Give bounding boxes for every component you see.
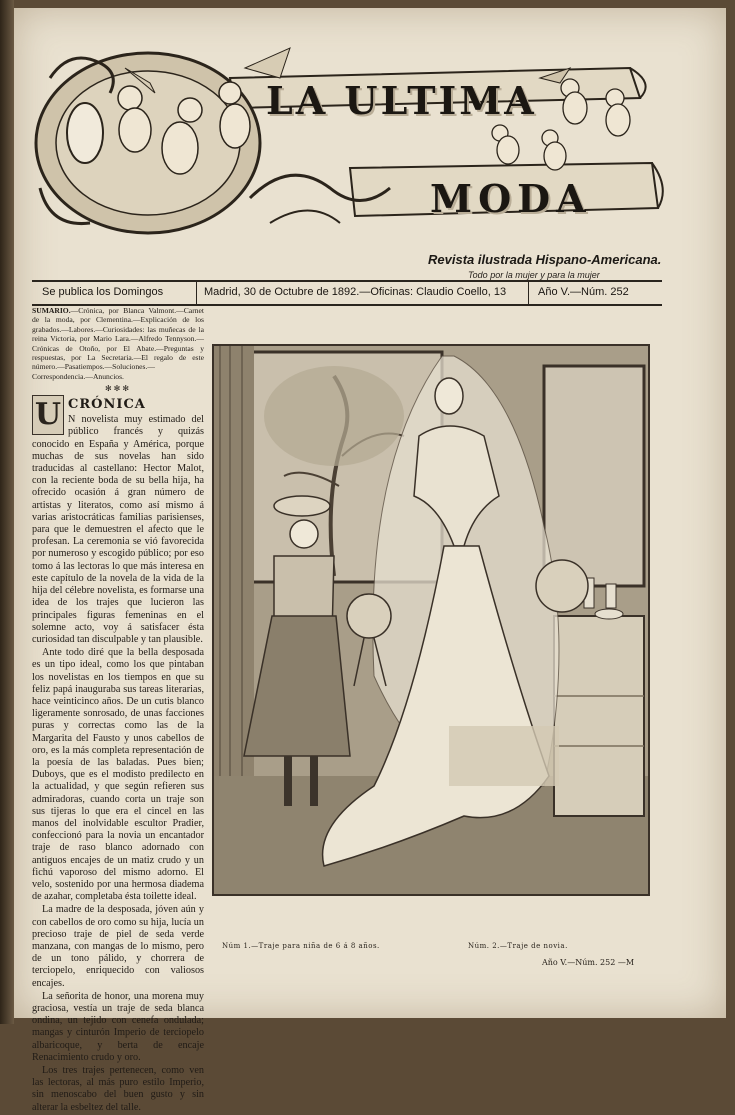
- divider: [196, 282, 197, 304]
- summary: [32, 306, 204, 381]
- book-spine: [0, 0, 14, 1024]
- article-paragraph: N novelista muy estimado del público francés y quizás conocido en España y América, porque muchas de sus novelas han sido traducidas al castellano: Hector Malot, con la reciente boda de su bella hija, ha ofrecido ocasión á gran número de artistas y literatos, como así mismo á varias aristocráticas familias parisienses, para que le demuestren el afecto que le profesan. La ceremonia se vió favorecida por numeroso y escogido público; por eso tomo á las lectoras lo que más interesa en este capítulo de la novela de la vida de la hija del célebre novelista, es formarse una idea de los trajes que lucieron las principales figuras femeninas en el solemne acto, voy á satisfacer ésta curiosidad tan disculpable y tan plausible.: [32, 414, 204, 645]
- magazine-title-line1: LA ULTIMA: [266, 78, 537, 123]
- summary-label: SUMARIO.: [32, 306, 71, 315]
- masthead: [30, 38, 670, 258]
- issue-number: Año V.—Núm. 252: [538, 286, 629, 298]
- text-column: [32, 306, 204, 1115]
- article-paragraph: Ante todo diré que la bella desposada es un tipo ideal, como los que pintaban los novelistas en los tiempos en que su feliz papá inauguraba sus tareas literarias, hace veinticinco años. De un cutis blanco ligeramente sonrosado, de unas facciones puras y correctas como las de la Margarita del Fausto y unos cabellos de oro, es la más completa representación de la poesía de las baladas. Pues bien; Duboys, que es el modisto predilecto en la actualidad, y que según refieren sus admiradoras, cuando corta un traje son sus tijeras lo que era el cincel en las manos del inolvidable escultor Pradier, confeccionó para la novia un encantador traje de raso blanco adornado con antiguos encajes de un matiz crudo y un fichú vaporoso del mismo adorno. El velo, sostenido por una hermosa diadema de azahar, completaba ésta toilette ideal.: [32, 647, 204, 903]
- article-paragraph: La madre de la desposada, jóven aún y con cabellos de oro como su hija, lucía un precioso traje de piel de seda verde manzana, con mangas de lo mismo, pero de un tono pálido, y chorrera de terciopelo, enriquecido con valiosos encajes.: [32, 904, 204, 989]
- issue-info-bar: [32, 280, 662, 306]
- publication-schedule: Se publica los Domingos: [42, 286, 164, 298]
- fashion-plate-engraving: [214, 346, 648, 894]
- ornament-divider: ✻✻✻: [104, 384, 132, 394]
- magazine-title-line2: MODA: [430, 176, 592, 221]
- caption-plate-2: Núm. 2.—Traje de novia.: [468, 942, 568, 950]
- article-paragraph: La señorita de honor, una morena muy graciosa, vestía un traje de seda blanca ondina, un tejido con cenefa ondulada; mangas y cinturón Imperio de terciopelo albaricoque, y berta de encaje Renacimiento crudo y oro.: [32, 990, 204, 1063]
- magazine-tagline: Todo por la mujer y para la mujer: [468, 270, 600, 280]
- summary-text: —Crónica, por Blanca Valmont.—Carnet de la moda, por Clementina.—Explicación de los grabados.—Labores.—Curiosidades: las muñecas de la reina Victoria, por Mario Lara.—Alfredo Tennyson.—Crónicas de Otoño, por El Abate.—Preguntas y respuestas, por La Secretaria.—El regalo de este número.—Pasatiempos.—Soluciones.—Correspondencia.—Anuncios.: [32, 306, 204, 381]
- caption-plate-1: Núm 1.—Traje para niña de 6 á 8 años.: [222, 942, 380, 950]
- cronica-heading: CRÓNICA: [68, 397, 146, 413]
- divider: [528, 282, 529, 304]
- issue-date-office: Madrid, 30 de Octubre de 1892.—Oficinas: Claudio Coello, 13: [204, 286, 507, 298]
- fashion-plate-illustration: [212, 344, 650, 896]
- article-paragraph: Los tres trajes pertenecen, como ven las lectoras, al más puro estilo Imperio, sin menoscabo del buen gusto y sin alterar la esbeltez del talle.: [32, 1065, 204, 1113]
- magazine-subtitle: Revista ilustrada Hispano-Americana.: [428, 252, 662, 267]
- drop-cap: U: [32, 395, 64, 435]
- page-reference: Año V.—Núm. 252 —M: [542, 958, 635, 967]
